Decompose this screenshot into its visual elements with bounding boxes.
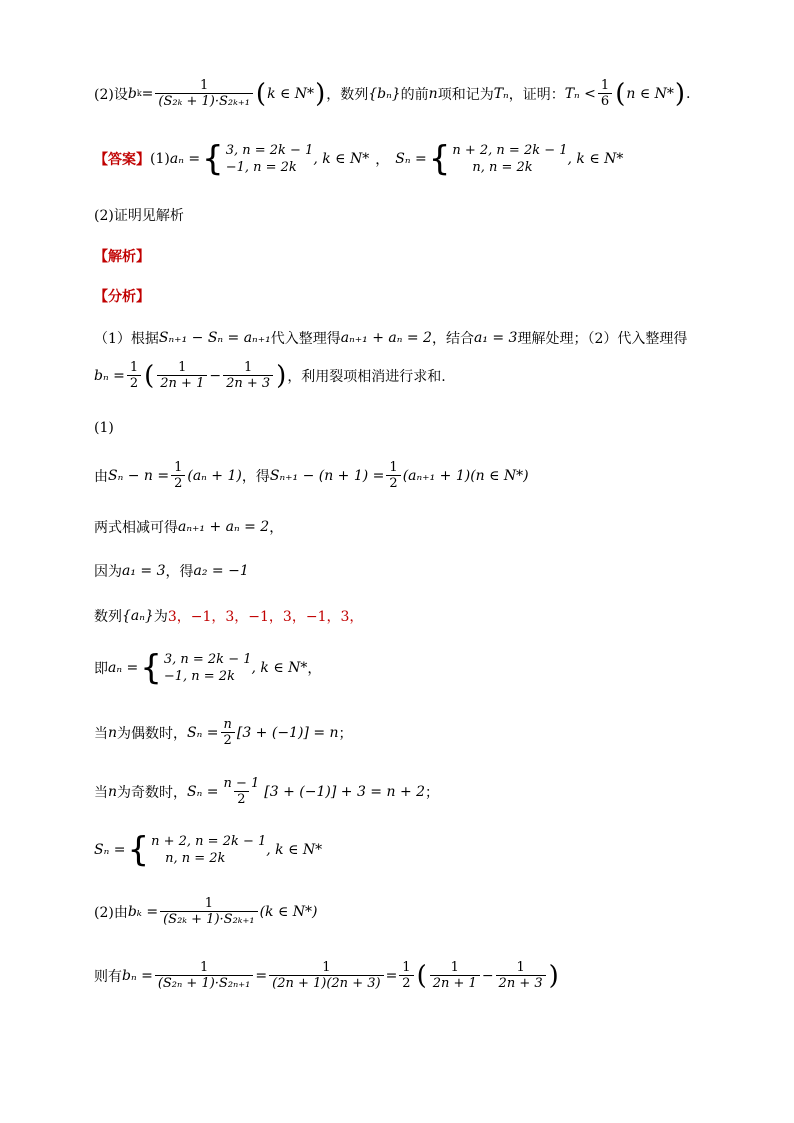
an-cases [226,142,314,176]
question-2: (2)设 b k = $\frac{1}{\text{(S₂ₖ + 1)·S₂ₖ₊₁}}$ ( k ∈ N* ) ，数列 {bₙ} 的前 n 项和记为 Tₙ ，证明： Tₙ < $\frac{1}{6}$ ( n ∈ N* ) . [94,78,691,109]
half [127,360,141,391]
text: 数列 [94,609,122,625]
den: 2n + 1 [157,375,207,391]
q2-prefix: (2)设 [94,86,128,103]
answer-line: 【答案】 (1) aₙ = { 3, n = 2k − 1 −1, n = 2k , k ∈ N* ， Sₙ = { n + 2, n = 2k − 1 n, n = 2k , k ∈ N* [94,139,624,179]
formula: (aₙ₊₁ + 1) [402,467,471,484]
formula: , k ∈ N* [266,842,323,858]
formula: [3 + (−1)] + 3 = n + 2 [264,783,426,800]
den: (S₂ₖ + 1)·S₂ₖ₊₁ [155,93,253,109]
text: ，得 [165,564,194,580]
sixth-fraction [598,78,612,109]
text: ，得 [241,468,270,485]
case: −1, n = 2k [225,160,297,175]
text: 则有 [94,968,122,985]
formula: a₁ = 3 [122,563,166,579]
bn-seq: {bₙ} [368,85,401,102]
text: 当 [94,725,108,742]
formula: n [108,724,118,741]
den: 2n + 1 [430,975,480,991]
text: 当 [94,784,108,801]
frac-b [223,360,273,391]
case: n, n = 2k [472,160,533,175]
formula: (k ∈ N*) [259,903,318,920]
case: −1, n = 2k [163,669,235,684]
den: 2 [399,975,413,991]
cond: k ∈ N* [267,85,315,102]
case: 3, n = 2k − 1 [163,652,252,667]
frac [269,960,383,991]
sol-line-9: 则有 bₙ = $\frac{1}{\text{(S₂ₙ + 1)·S₂ₙ₊₁}}$ = $\frac{1}{(2n + 1)(2n + 3)}$ = $\frac{1}{2}$ ( $\frac{1}{2n + 1}$ − $\frac{1}{2n + 3}$ ) [94,960,559,991]
equals: = [385,967,398,984]
half: $\frac{1}{2}$ [171,460,185,491]
frac [430,960,480,991]
text: 为偶数时， [117,725,188,742]
ineq: Tₙ < [564,85,596,102]
sol-line-5: 即 aₙ = { 3, n = 2k − 1 −1, n = 2k , k ∈ N* ， [94,648,322,688]
formula: Sₙ₊₁ − (n + 1) = [269,467,385,484]
an: aₙ = [169,151,201,167]
sep: ， [375,152,390,168]
sol-line-7 [94,776,439,807]
cases [164,651,252,685]
text: 两式相减可得 [94,520,178,536]
text: (2)由 [94,904,128,921]
case: n + 2, n = 2k − 1 [151,834,267,849]
sol-line-3 [94,561,249,581]
frac [496,960,546,991]
sol-line-1 [94,460,529,491]
equals: = [255,967,268,984]
cond2: n ∈ N* [626,85,674,102]
den: 2n + 3 [496,975,546,991]
formula: , k ∈ N* [251,660,308,676]
text: 为 [153,609,168,625]
num: 1 [129,360,139,375]
text: 即 [94,661,108,677]
n-var: n [428,85,438,102]
formula: [3 + (−1)] = n [236,724,339,741]
num: 1 [402,960,411,975]
kcond: , k ∈ N* [313,151,370,167]
num: 1 [322,960,331,975]
den: (2n + 1)(2n + 3) [269,975,383,991]
text: ， [307,661,322,677]
den: 2n + 3 [223,375,273,391]
Sn: Sₙ = [395,151,427,167]
sol-part1: (1) [94,420,114,436]
text: 理解处理；（2）代入整理得 [517,331,688,347]
sol-line-4 [94,606,363,626]
q2-text4: ，证明： [508,86,565,103]
q2-text: ，数列 [326,86,369,103]
bk-symbol: b [127,85,137,102]
frac [220,717,234,748]
sol-part2 [94,896,318,927]
den: (S₂ₖ + 1)·S₂ₖ₊₁ [160,911,258,927]
den: 2 [127,375,141,391]
jiexi-heading: 【解析】 [94,249,150,265]
answer-label: 【答案】 [94,152,150,168]
formula: Sₙ₊₁ − Sₙ = aₙ₊₁ [158,330,271,346]
num: 1 [204,896,213,911]
q2-fraction [155,78,253,109]
frac [155,960,254,991]
frac [220,776,262,807]
formula: Sₙ = [187,783,219,800]
part1: (1) [150,151,170,167]
den: 2 [234,791,248,807]
sol-line-8: Sₙ = { n + 2, n = 2k − 1 n, n = 2k , k ∈ N* [94,830,323,870]
frac-a [157,360,207,391]
kcond2: , k ∈ N* [567,151,624,167]
formula: aₙ₊₁ + aₙ = 2 [340,330,432,346]
half [399,960,413,991]
case: n, n = 2k [165,851,226,866]
analysis-line-1 [94,328,687,348]
num: 1 [600,78,610,93]
period: . [686,85,691,102]
text: ，利用裂项相消进行求和. [287,368,446,385]
formula: a₁ = 3 [473,330,518,346]
num: 1 [200,78,209,93]
text: 为奇数时， [117,784,188,801]
den: 2 [221,732,235,748]
formula: Sₙ = [187,724,219,741]
text: ； [425,784,440,801]
text: 代入整理得 [270,331,341,347]
num: 1 [178,360,187,375]
formula: aₙ = [108,660,139,676]
text: ， [269,520,284,536]
num: 1 [450,960,459,975]
q2-text2: 的前 [400,86,429,103]
sequence-values: 3，−1，3，−1，3，−1，3， [167,609,364,625]
answer2-line: (2)证明见解析 [94,208,184,224]
den: 6 [598,93,612,109]
formula: {aₙ} [122,608,154,624]
formula: bₖ = [127,903,159,920]
num: n − 1 [223,776,260,791]
formula: n [108,783,118,800]
fenxi-heading: 【分析】 [94,289,150,305]
case: 3, n = 2k − 1 [225,143,314,158]
sol-line-2 [94,517,283,537]
frac [160,896,258,927]
formula: bₙ = [122,967,153,984]
formula: (n ∈ N*) [470,467,529,484]
analysis-line-2: bₙ = $\frac{1}{2}$ ( $\frac{1}{2n + 1}$ − $\frac{1}{2n + 3}$ ) ，利用裂项相消进行求和. [94,360,446,391]
case: n + 2, n = 2k − 1 [452,143,568,158]
formula: Sₙ = [94,842,126,858]
num: 1 [243,360,253,375]
text: （1）根据 [94,331,159,347]
text: ，结合 [431,331,474,347]
formula: Sₙ − n = [108,467,170,484]
text: 由 [94,468,108,485]
q2-text3: 项和记为 [437,86,494,103]
Tn: Tₙ [493,85,509,102]
text: 因为 [94,564,122,580]
num: 1 [199,960,209,975]
formula: (aₙ + 1) [187,467,242,484]
sol-line-6 [94,717,353,748]
formula: a₂ = −1 [193,563,249,579]
bn: bₙ = [94,367,125,384]
den: (S₂ₙ + 1)·S₂ₙ₊₁ [155,975,254,991]
num: n [223,717,232,732]
cases [151,833,266,867]
equals: = [141,85,154,102]
num: 1 [516,960,525,975]
sn-cases [452,142,567,176]
text: ； [338,725,353,742]
formula: aₙ₊₁ + aₙ = 2 [178,519,270,535]
half: $\frac{1}{2}$ [386,460,400,491]
